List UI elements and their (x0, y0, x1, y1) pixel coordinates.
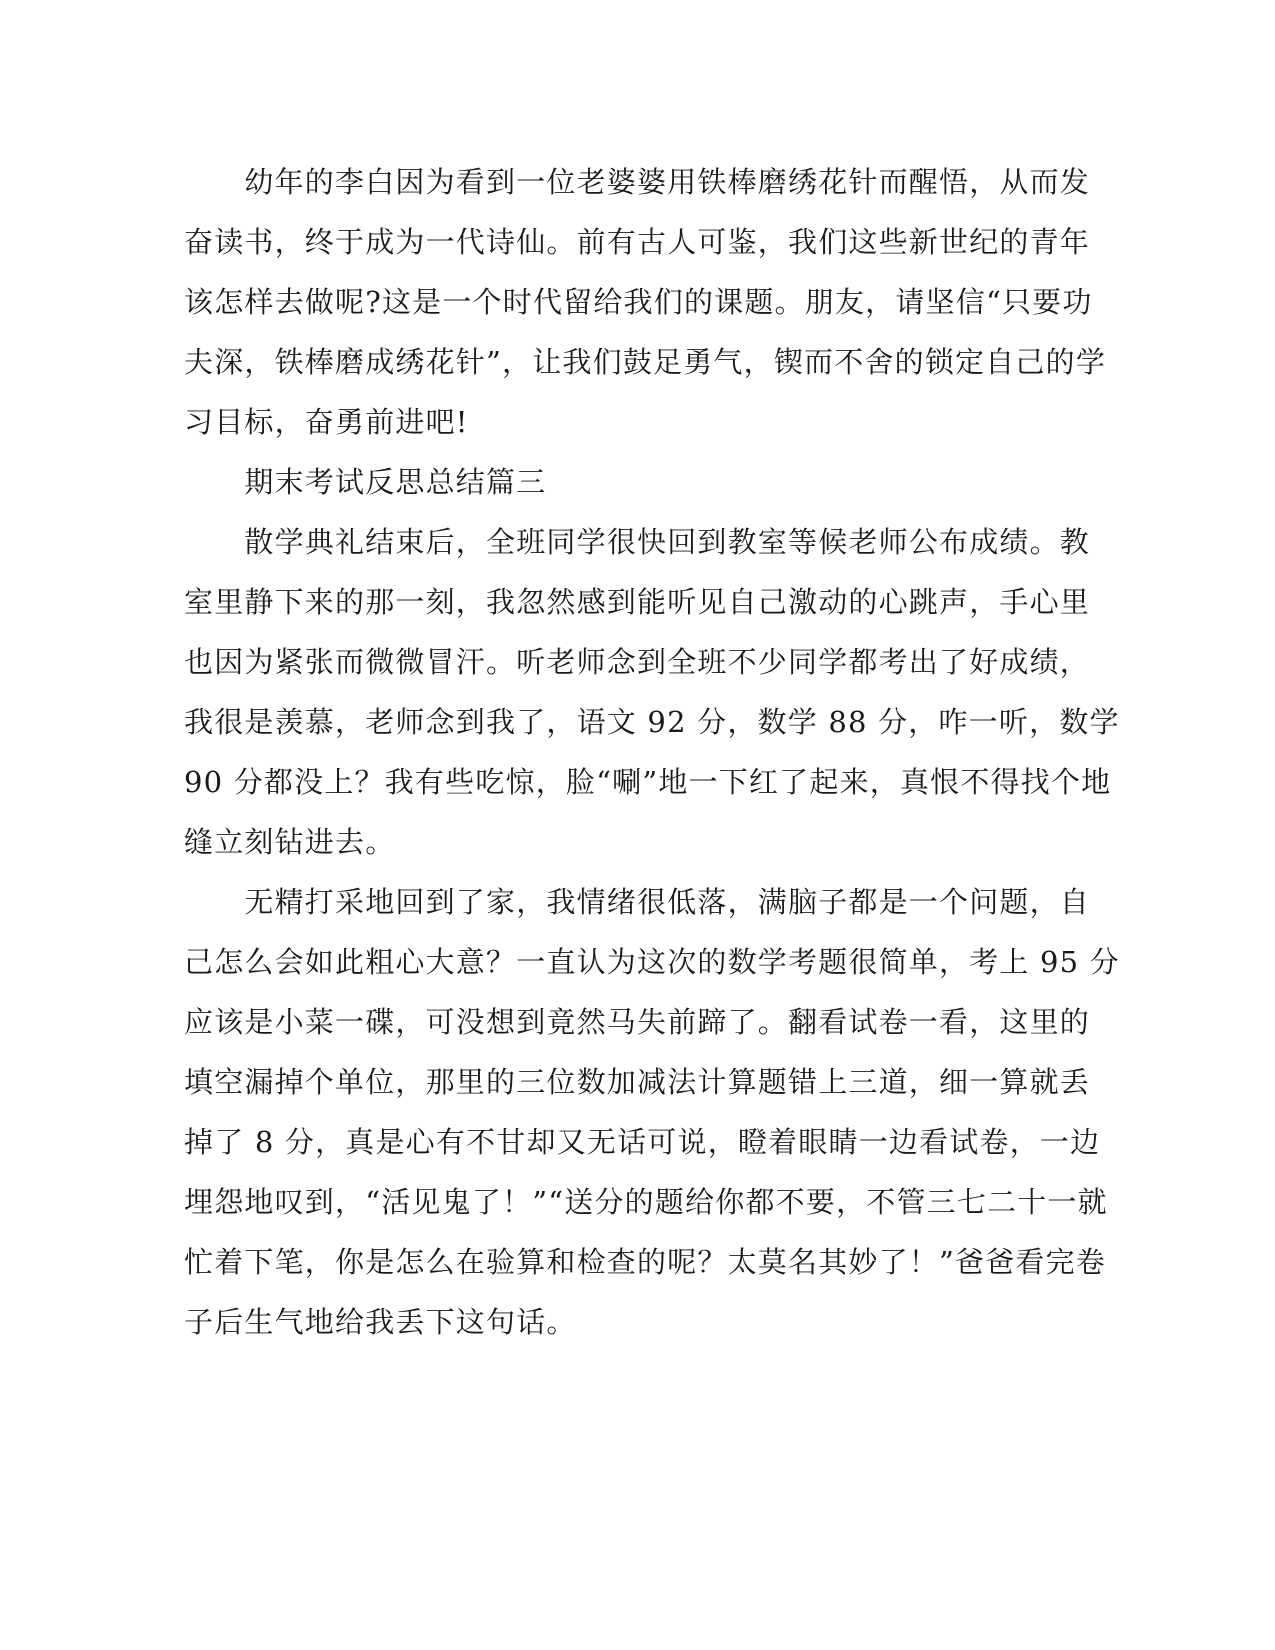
paragraph-2 (184, 512, 1120, 872)
heading-text: 期末考试反思总结篇三 (184, 465, 547, 499)
document-page (184, 152, 1120, 1352)
text-line: 幼年的李白因为看到一位老婆婆用铁棒磨绣花针而醒悟，从而发 (184, 165, 1091, 199)
text-line: 习目标，奋勇前进吧! (184, 405, 469, 439)
text-line: 应该是小菜一碟，可没想到竟然马失前蹄了。翻看试卷一看，这里的 (184, 1005, 1091, 1039)
text-line: 己怎么会如此粗心大意？一直认为这次的数学考题很简单，考上 95 分 (184, 945, 1120, 979)
text-line: 填空漏掉个单位，那里的三位数加减法计算题错上三道，细一算就丢 (184, 1065, 1091, 1099)
text-line: 子后生气地给我丢下这句话。 (184, 1305, 577, 1339)
text-line: 散学典礼结束后，全班同学很快回到教室等候老师公布成绩。教 (184, 525, 1091, 559)
text-line: 夫深，铁棒磨成绣花针”，让我们鼓足勇气，锲而不舍的锁定自己的学 (184, 345, 1107, 379)
text-line: 我很是羡慕，老师念到我了，语文 92 分，数学 88 分，咋一听，数学 (184, 705, 1120, 739)
text-line: 忙着下笔，你是怎么在验算和检查的呢？太莫名其妙了！”爸爸看完卷 (184, 1245, 1107, 1279)
paragraph-3 (184, 872, 1120, 1352)
text-line: 缝立刻钻进去。 (184, 825, 396, 859)
text-line: 埋怨地叹到，“活见鬼了！”“送分的题给你都不要，不管三七二十一就 (184, 1185, 1108, 1219)
text-line: 该怎样去做呢?这是一个时代留给我们的课题。朋友，请坚信“只要功 (184, 285, 1093, 319)
section-heading (184, 452, 1084, 512)
text-line: 90 分都没上？我有些吃惊，脸“唰”地一下红了起来，真恨不得找个地 (184, 765, 1112, 799)
paragraph-1 (184, 152, 1107, 452)
text-line: 掉了 8 分，真是心有不甘却又无话可说，瞪着眼睛一边看试卷，一边 (184, 1125, 1101, 1159)
text-line: 也因为紧张而微微冒汗。听老师念到全班不少同学都考出了好成绩， (184, 645, 1091, 679)
text-line: 无精打采地回到了家，我情绪很低落，满脑子都是一个问题，自 (184, 885, 1091, 919)
text-line: 奋读书，终于成为一代诗仙。前有古人可鉴，我们这些新世纪的青年 (184, 225, 1091, 259)
text-line: 室里静下来的那一刻，我忽然感到能听见自己激动的心跳声，手心里 (184, 585, 1091, 619)
